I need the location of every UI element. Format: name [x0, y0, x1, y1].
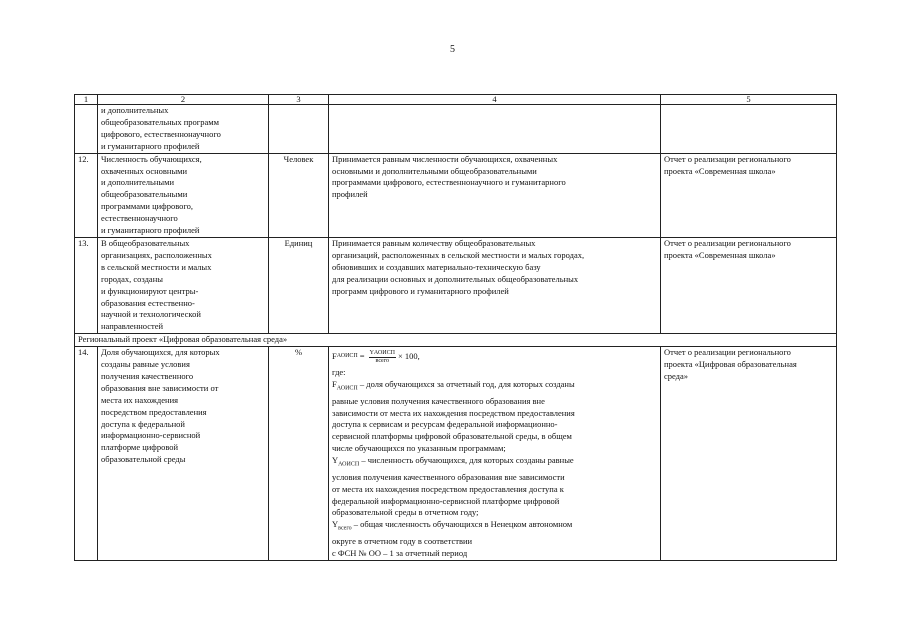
text-line: Доля обучающихся, для которых — [101, 347, 220, 358]
table-row-12 — [75, 153, 837, 237]
f-def-first: – доля обучающихся за отчетный год, для которых созданы — [357, 379, 575, 390]
cell-unit — [269, 105, 329, 154]
text-line: профилей — [332, 189, 368, 200]
text-line: Численность обучающихся, — [101, 153, 202, 164]
cell-name — [98, 347, 269, 561]
text-line: естественнонаучного — [101, 213, 178, 224]
text-line: Отчет о реализации регионального — [664, 237, 791, 248]
text-line: платформе цифровой — [101, 442, 179, 453]
f-sub: АОИСП — [336, 385, 358, 392]
cell-source — [661, 105, 837, 154]
cell-unit: % — [269, 347, 329, 561]
col-header-2: 2 — [98, 95, 269, 105]
text-line: числе обучающихся по указанным программам; — [332, 443, 506, 454]
text-line: программ цифрового и гуманитарного профилей — [332, 285, 509, 296]
text-line: обновивших и создавших материально-техническую базу — [332, 261, 541, 272]
text-line: созданы равные условия — [101, 359, 190, 370]
text-line: округе в отчетном году в соответствии — [332, 535, 473, 546]
text-line: Принимается равным количеству общеобразовательных — [332, 237, 536, 248]
text-line: В общеобразовательных — [101, 237, 190, 248]
text-line: направленностей — [101, 321, 164, 332]
col-header-1: 1 — [75, 95, 98, 105]
col-header-3: 3 — [269, 95, 329, 105]
text-line: организаций, расположенных в сельской местности и малых городах, — [332, 249, 585, 260]
formula-lhs-sub: АОИСП — [336, 353, 358, 360]
text-line: среда» — [664, 370, 689, 381]
cell-method — [329, 347, 661, 561]
text-line: места их нахождения — [101, 394, 179, 405]
text-line — [332, 519, 657, 536]
yv-sub: всего — [338, 526, 352, 533]
text-line — [332, 455, 657, 472]
text-line: основными и дополнительными общеобразовательными — [332, 165, 537, 176]
text-line: охваченных основными — [101, 165, 188, 176]
text-line: образовательной среды — [101, 454, 186, 465]
formula-eq: = — [359, 351, 365, 362]
text-line: городах, созданы — [101, 273, 163, 284]
text-line: получения качественного — [101, 370, 194, 381]
text-line: Отчет о реализации регионального — [664, 347, 791, 358]
cell-source — [661, 153, 837, 237]
text-line: научной и технологической — [101, 309, 201, 320]
y-symbol: Y — [332, 455, 339, 466]
text-line: сервисной платформы цифровой образовательной среды, в общем — [332, 431, 572, 442]
cell-name — [98, 237, 269, 333]
y-sub: АОИСП — [338, 461, 360, 468]
cell-unit: Единиц — [269, 237, 329, 333]
text-line: от места их нахождения посредством предоставления доступа к — [332, 483, 564, 494]
formula — [332, 347, 657, 367]
text-line — [332, 379, 657, 396]
text-line: общеобразовательными — [101, 189, 188, 200]
formula-numerator — [369, 350, 396, 358]
text-line: программами цифрового, — [101, 201, 194, 212]
text-line: для реализации основных и дополнительных общеобразовательных — [332, 273, 579, 284]
text-line: образовательной среды в отчетном году; — [332, 507, 479, 518]
numerator-sub: АОИСП — [373, 349, 395, 356]
formula-fraction — [369, 350, 396, 365]
table-row-continuation — [75, 105, 837, 154]
text-line: образования вне зависимости от — [101, 382, 219, 393]
text-line: и гуманитарного профилей — [101, 140, 200, 151]
yv-symbol: Y — [332, 519, 339, 530]
table-row-14 — [75, 347, 837, 561]
text-line: условия получения качественного образования вне зависимости — [332, 471, 565, 482]
cell-name — [98, 105, 269, 154]
cell-unit: Человек — [269, 153, 329, 237]
cell-source — [661, 347, 837, 561]
text-line: доступа к сервисам и ресурсам федеральной информационно- — [332, 419, 558, 430]
text-line: цифрового, естественнонаучного — [101, 128, 221, 139]
numerator-symbol: Y — [369, 349, 374, 356]
where-label: где: — [332, 367, 346, 378]
text-line: проекта «Цифровая образовательная — [664, 359, 797, 370]
cell-source — [661, 237, 837, 333]
cell-method — [329, 237, 661, 333]
text-line: программами цифрового, естественнонаучного и гуманитарного — [332, 177, 566, 188]
formula-lhs: F — [332, 351, 337, 362]
table-row-13 — [75, 237, 837, 333]
text-line: и дополнительными — [101, 177, 175, 188]
cell-num: 12. — [75, 153, 98, 237]
text-line: проекта «Современная школа» — [664, 165, 776, 176]
text-line: общеобразовательных программ — [101, 116, 220, 127]
page-number: 5 — [450, 44, 455, 55]
cell-num — [75, 105, 98, 154]
indicators-table — [74, 94, 837, 561]
formula-denominator: всего — [375, 357, 390, 364]
cell-method — [329, 153, 661, 237]
text-line: информационно-сервисной — [101, 430, 201, 441]
text-line: равные условия получения качественного образования вне — [332, 395, 545, 406]
header-row — [75, 95, 837, 105]
col-header-4: 4 — [329, 95, 661, 105]
text-line: зависимости от места их нахождения посредством предоставления — [332, 407, 575, 418]
cell-name — [98, 153, 269, 237]
text-line: с ФСН № ОО – 1 за отчетный период — [332, 547, 468, 558]
text-line: федеральной информационно-сервисной платформе цифровой — [332, 495, 560, 506]
text-line: в сельской местности и малых — [101, 261, 212, 272]
text-line: проекта «Современная школа» — [664, 249, 776, 260]
y-def-first: – численность обучающихся, для которых созданы равные — [359, 455, 574, 466]
cell-method — [329, 105, 661, 154]
section-title: Региональный проект «Цифровая образовательная среда» — [75, 334, 837, 347]
cell-num: 13. — [75, 237, 98, 333]
formula-rest: × 100, — [397, 351, 420, 362]
text-line: доступа к федеральной — [101, 418, 185, 429]
text-line: и дополнительных — [101, 105, 169, 115]
section-row — [75, 334, 837, 347]
text-line: Отчет о реализации регионального — [664, 153, 791, 164]
cell-num: 14. — [75, 347, 98, 561]
text-line: и гуманитарного профилей — [101, 225, 200, 236]
col-header-5: 5 — [661, 95, 837, 105]
text-line: организациях, расположенных — [101, 249, 212, 260]
text-line: и функционируют центры- — [101, 285, 199, 296]
text-line: образования естественно- — [101, 297, 195, 308]
text-line: Принимается равным численности обучающихся, охваченных — [332, 153, 558, 164]
text-line: посредством предоставления — [101, 406, 207, 417]
f-symbol: F — [332, 379, 337, 390]
yv-def-first: – общая численность обучающихся в Ненецком автономном — [351, 519, 573, 530]
